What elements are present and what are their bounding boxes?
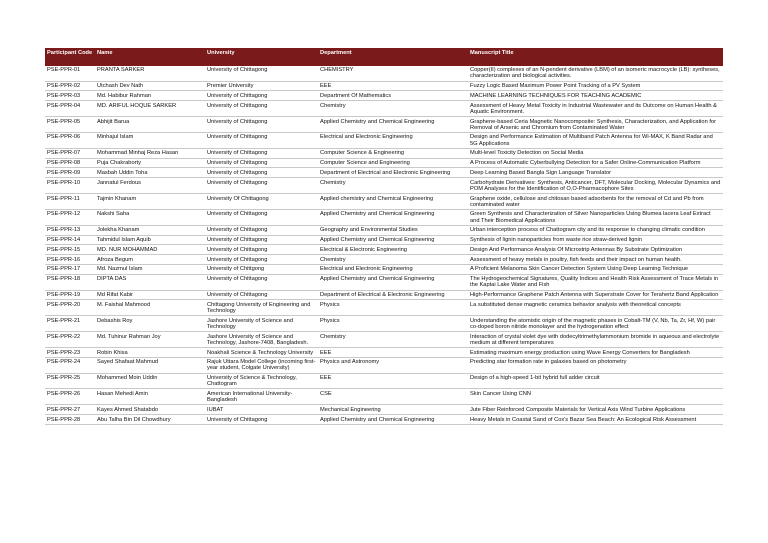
cell-manuscript-title: Graphene-based Ceria Magnetic Nanocomposite: Synthesis, Characterization, and Application for Removal of Arsenic and Chromium from Contaminated Water [468, 117, 723, 133]
cell-manuscript-title: A Process of Automatic Cyberbullying Detection for a Safer Online-Communication Platform [468, 158, 723, 168]
cell-manuscript-title: Urban interception process of Chattogram city and its response to changing climatic condition [468, 225, 723, 235]
cell-name: Debashis Roy [95, 316, 205, 332]
cell-name: Md Rifat Kabir [95, 290, 205, 300]
cell-participant-code: PSE-PPR-05 [45, 117, 95, 133]
cell-department: Applied Chemistry and Chemical Engineering [318, 235, 468, 245]
cell-name: MD. ARIFUL HOQUE SARKER [95, 101, 205, 117]
cell-name: Sayed Shafaat Mahmud [95, 357, 205, 373]
cell-manuscript-title: Assessment of heavy metals in poultry, fish feeds and their impact on human health. [468, 255, 723, 265]
cell-department: Applied Chemistry and Chemical Engineering [318, 274, 468, 290]
table-row [45, 235, 723, 245]
cell-manuscript-title: Graphene oxide, cellulose and chitosan based adsorbents for the removal of Cd and Pb from contaminated water [468, 193, 723, 209]
cell-name: Abu Talha Bin Dil Chowdhury [95, 415, 205, 425]
cell-department: Physics [318, 300, 468, 316]
cell-name: Jolekha Khanam [95, 225, 205, 235]
cell-university: University of Chittagong [205, 91, 318, 101]
header-name: Name [95, 48, 205, 66]
cell-participant-code: PSE-PPR-25 [45, 373, 95, 389]
cell-name: M. Faishal Mahmood [95, 300, 205, 316]
cell-department: Physics and Astronomy [318, 357, 468, 373]
cell-university: Chittagong University of Engineering and Technology [205, 300, 318, 316]
cell-department: Applied Chemistry and Chemical Engineering [318, 209, 468, 225]
cell-manuscript-title: Design of a high-speed 1-bit hybrid full adder circuit [468, 373, 723, 389]
table-row [45, 245, 723, 255]
cell-department: Electrical & Electronic Engineering [318, 245, 468, 255]
cell-university: University of Chittagong [205, 209, 318, 225]
cell-name: Tahmidul Islam Aquib [95, 235, 205, 245]
cell-university: Premier University [205, 81, 318, 91]
cell-department: Geography and Environmental Studies [318, 225, 468, 235]
table-row [45, 357, 723, 373]
cell-university: University of Chittgong [205, 264, 318, 274]
cell-name: Md. Tuhinur Rahman Joy [95, 332, 205, 348]
cell-participant-code: PSE-PPR-06 [45, 132, 95, 148]
cell-manuscript-title: Design And Performance Analysis Of Microstrip Antennas By Substrate Optimization [468, 245, 723, 255]
table-row [45, 178, 723, 194]
cell-manuscript-title: Assessment of Heavy Metal Toxicity in Industrial Wastewater and its Outcome on Human Health & Aquatic Environment. [468, 101, 723, 117]
cell-name: MD. NUR MOHAMMAD [95, 245, 205, 255]
cell-participant-code: PSE-PPR-17 [45, 264, 95, 274]
table-row [45, 255, 723, 265]
cell-manuscript-title: Understanding the atomistic origin of the magnetic phases in Cobalt-TM (V, Nb, Ta, Zr, Hf, W) pair co-doped boron nitride monolayer and the hydrogenation effect [468, 316, 723, 332]
cell-department: EEE [318, 373, 468, 389]
cell-manuscript-title: Interaction of crystal violet dye with dodecyltrimethylammonium bromide in aqueous and electrolyte medium at different temperatures [468, 332, 723, 348]
cell-manuscript-title: Synthesis of lignin nanoparticles from waste rice straw-derived lignin [468, 235, 723, 245]
table-row [45, 347, 723, 357]
cell-department: Electrical and Electronic Engineering [318, 264, 468, 274]
cell-participant-code: PSE-PPR-16 [45, 255, 95, 265]
cell-university: University of Chittagong [205, 117, 318, 133]
cell-department: EEE [318, 347, 468, 357]
cell-university: Noakhali Science & Technology University [205, 347, 318, 357]
cell-university: University of Chittagong [205, 415, 318, 425]
header-row [45, 48, 723, 66]
cell-participant-code: PSE-PPR-24 [45, 357, 95, 373]
cell-name: Nakshi Saha [95, 209, 205, 225]
cell-department: Mechanical Engineering [318, 405, 468, 415]
cell-name: Minhajul Islam [95, 132, 205, 148]
table-header [45, 48, 723, 66]
cell-participant-code: PSE-PPR-14 [45, 235, 95, 245]
cell-participant-code: PSE-PPR-20 [45, 300, 95, 316]
cell-participant-code: PSE-PPR-11 [45, 193, 95, 209]
cell-department: Department of Electrical and Electronic Engineering [318, 168, 468, 178]
cell-participant-code: PSE-PPR-07 [45, 148, 95, 158]
cell-university: University of Chittagong [205, 66, 318, 81]
table-row [45, 290, 723, 300]
cell-university: American International University-Bangladesh [205, 389, 318, 405]
cell-manuscript-title: Jute Fiber Reinforced Composite Materials for Vertical Axis Wind Turbine Applications [468, 405, 723, 415]
cell-manuscript-title: Predicting star formation rate in galaxies based on photometry [468, 357, 723, 373]
cell-participant-code: PSE-PPR-21 [45, 316, 95, 332]
cell-manuscript-title: La substituted dense magnetic ceramics behavior analysis with theoretical concepts [468, 300, 723, 316]
cell-participant-code: PSE-PPR-13 [45, 225, 95, 235]
cell-name: Mohammad Minhaj Reza Hasan [95, 148, 205, 158]
cell-manuscript-title: Heavy Metals in Coastal Sand of Cox's Bazar Sea Beach: An Ecological Risk Assessment [468, 415, 723, 425]
cell-name: Abhijit Barua [95, 117, 205, 133]
cell-university: University of Chittagong [205, 235, 318, 245]
cell-name: Masbah Uddin Toha [95, 168, 205, 178]
cell-participant-code: PSE-PPR-12 [45, 209, 95, 225]
cell-participant-code: PSE-PPR-26 [45, 389, 95, 405]
table-row [45, 415, 723, 425]
cell-participant-code: PSE-PPR-08 [45, 158, 95, 168]
cell-name: PRANTA SARKER [95, 66, 205, 81]
cell-department: Applied Chemistry and Chemical Engineering [318, 117, 468, 133]
cell-department: Electrical and Electronic Engineering [318, 132, 468, 148]
cell-manuscript-title: A Proficient Melanoma Skin Cancer Detection System Using Deep Learning Technique [468, 264, 723, 274]
participants-table-container [45, 48, 723, 425]
cell-manuscript-title: Skin Cancer Using CNN [468, 389, 723, 405]
cell-name: Afroza Begum [95, 255, 205, 265]
table-row [45, 373, 723, 389]
cell-participant-code: PSE-PPR-04 [45, 101, 95, 117]
table-row [45, 158, 723, 168]
table-row [45, 389, 723, 405]
cell-participant-code: PSE-PPR-27 [45, 405, 95, 415]
cell-department: Applied Chemistry and Chemical Engineering [318, 415, 468, 425]
header-manuscript-title: Manuscript Title [468, 48, 723, 66]
cell-department: Applied chemistry and Chemical Engineering [318, 193, 468, 209]
cell-manuscript-title: High-Performance Graphene Patch Antenna with Superstrate Cover for Terahertz Band Application [468, 290, 723, 300]
cell-name: Md. Habibur Rahman [95, 91, 205, 101]
cell-university: University of Chittagong [205, 245, 318, 255]
cell-university: University of Chittagong [205, 101, 318, 117]
cell-university: IUBAT [205, 405, 318, 415]
cell-department: Chemistry [318, 332, 468, 348]
table-row [45, 225, 723, 235]
table-row [45, 168, 723, 178]
cell-name: Utchash Dev Nath [95, 81, 205, 91]
header-participant-code: Participant Code [45, 48, 95, 66]
table-row [45, 101, 723, 117]
cell-manuscript-title: Green Synthesis and Characterization of Silver Nanoparticles Using Blumea lacera Leaf Extract and Their Biomedical Applications [468, 209, 723, 225]
cell-participant-code: PSE-PPR-03 [45, 91, 95, 101]
cell-participant-code: PSE-PPR-23 [45, 347, 95, 357]
cell-university: University of Chittagong [205, 290, 318, 300]
cell-manuscript-title: Fuzzy Logic Based Maximum Power Point Tracking of a PV System [468, 81, 723, 91]
cell-name: Md. Nazmul Islam [95, 264, 205, 274]
cell-university: University Of Chittagong [205, 193, 318, 209]
cell-manuscript-title: The Hydrogeochemical Signatures, Quality Indices and Health Risk Assessment of Trace Metals in the Kaptai Lake Water and Fish [468, 274, 723, 290]
cell-department: CHEMISTRY [318, 66, 468, 81]
table-row [45, 316, 723, 332]
table-row [45, 209, 723, 225]
cell-department: Computer Science & Engineering [318, 148, 468, 158]
cell-university: University of Science & Technology, Chattogram [205, 373, 318, 389]
header-university: University [205, 48, 318, 66]
cell-department: EEE [318, 81, 468, 91]
cell-participant-code: PSE-PPR-10 [45, 178, 95, 194]
cell-participant-code: PSE-PPR-19 [45, 290, 95, 300]
cell-name: Puja Chakraborty [95, 158, 205, 168]
table-row [45, 66, 723, 81]
cell-name: Hasan Mehedi Amin [95, 389, 205, 405]
cell-university: University of Chittagong [205, 148, 318, 158]
cell-department: Department of Electrical & Electronic Engineering [318, 290, 468, 300]
cell-name: Jannatul Ferdous [95, 178, 205, 194]
cell-manuscript-title: Estimating maximum energy production using Wave Energy Converters for Bangladesh [468, 347, 723, 357]
cell-participant-code: PSE-PPR-18 [45, 274, 95, 290]
cell-department: Physics [318, 316, 468, 332]
cell-university: University of Chittagong [205, 225, 318, 235]
cell-participant-code: PSE-PPR-15 [45, 245, 95, 255]
cell-department: CSE [318, 389, 468, 405]
header-department: Department [318, 48, 468, 66]
cell-university: University of Chittagong [205, 178, 318, 194]
cell-university: University of Chittagong [205, 132, 318, 148]
cell-manuscript-title: Carbohydrate Derivatives: Synthesis, Anticancer, DFT, Molecular Docking, Molecular Dynamics and POM Analyses for the Identification of O,O-Pharmacophore Sites [468, 178, 723, 194]
cell-manuscript-title: Design and Performance Estimation of Multiband Patch Antenna for Wi-MAX, K Band Radar and 5G Applications [468, 132, 723, 148]
cell-department: Chemistry [318, 178, 468, 194]
cell-department: Chemistry [318, 101, 468, 117]
table-row [45, 300, 723, 316]
table-row [45, 405, 723, 415]
table-row [45, 132, 723, 148]
cell-university: University of Chittagong [205, 158, 318, 168]
cell-participant-code: PSE-PPR-09 [45, 168, 95, 178]
cell-manuscript-title: Multi-level Toxicity Detection on Social Media [468, 148, 723, 158]
cell-name: Mohammed Moin Uddin [95, 373, 205, 389]
cell-participant-code: PSE-PPR-02 [45, 81, 95, 91]
cell-participant-code: PSE-PPR-01 [45, 66, 95, 81]
table-row [45, 91, 723, 101]
table-row [45, 264, 723, 274]
table-row [45, 193, 723, 209]
table-row [45, 148, 723, 158]
cell-name: Tajmin Khanam [95, 193, 205, 209]
cell-name: DIPTA DAS [95, 274, 205, 290]
cell-department: Computer Science and Engineering [318, 158, 468, 168]
cell-manuscript-title: MACHINE LEARNING TECHNIQUES FOR TEACHING ACADEMIC [468, 91, 723, 101]
table-row [45, 81, 723, 91]
table-row [45, 117, 723, 133]
cell-name: Robin Khisa [95, 347, 205, 357]
cell-participant-code: PSE-PPR-22 [45, 332, 95, 348]
cell-participant-code: PSE-PPR-28 [45, 415, 95, 425]
table-body [45, 66, 723, 425]
table-row [45, 274, 723, 290]
cell-department: Chemistry [318, 255, 468, 265]
cell-manuscript-title: Copper(II) complexes of an N-pendent derivative (LBM) of an isomeric macrocycle (LB): syntheses, characterization and biological activities. [468, 66, 723, 81]
cell-manuscript-title: Deep Learning Based Bangla Sign Language Translator [468, 168, 723, 178]
cell-university: University of Chittagong [205, 255, 318, 265]
participants-table [45, 48, 723, 425]
cell-name: Kayes Ahmed Shatabdo [95, 405, 205, 415]
cell-university: University of Chittagong [205, 168, 318, 178]
cell-university: University of Chittagong [205, 274, 318, 290]
cell-university: Rajuk Uttara Model College (incoming first-year student, Colgate University) [205, 357, 318, 373]
cell-university: Jashore University of Science and Technology [205, 316, 318, 332]
table-row [45, 332, 723, 348]
cell-department: Department Of Mathematics [318, 91, 468, 101]
cell-university: Jashore University of Science and Technology, Jashore-7408, Bangladesh. [205, 332, 318, 348]
